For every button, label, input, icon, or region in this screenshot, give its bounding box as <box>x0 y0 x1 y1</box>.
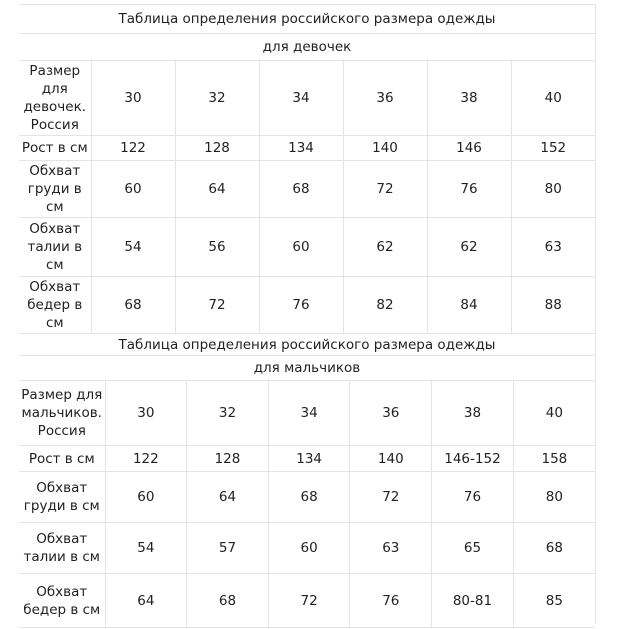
boys-cell-waist-1: 57 <box>187 523 269 574</box>
boys-row-label-height: Рост в см <box>19 446 105 472</box>
girls-cell-waist-5: 63 <box>511 218 595 277</box>
boys-cell-hips-4: 80-81 <box>432 574 514 628</box>
girls-cell-height-4: 146 <box>427 136 511 161</box>
girls-cell-chest-0: 60 <box>91 161 175 218</box>
boys-cell-hips-0: 64 <box>105 574 187 628</box>
boys-cell-chest-0: 60 <box>105 472 187 523</box>
girls-cell-waist-4: 62 <box>427 218 511 277</box>
boys-cell-size-1: 32 <box>187 381 269 446</box>
boys-cell-size-0: 30 <box>105 381 187 446</box>
girls-cell-chest-2: 68 <box>259 161 343 218</box>
girls-cell-hips-1: 72 <box>175 277 259 334</box>
boys-row-height <box>19 446 595 472</box>
girls-row-label-chest: Обхват груди в см <box>19 161 91 218</box>
boys-row-label-chest: Обхват груди в см <box>19 472 105 523</box>
girls-cell-size-3: 36 <box>343 61 427 136</box>
girls-cell-height-0: 122 <box>91 136 175 161</box>
boys-cell-size-3: 36 <box>350 381 432 446</box>
girls-row-size <box>19 61 595 136</box>
girls-cell-chest-1: 64 <box>175 161 259 218</box>
girls-cell-hips-5: 88 <box>511 277 595 334</box>
boys-cell-waist-0: 54 <box>105 523 187 574</box>
boys-row-waist <box>19 523 595 574</box>
girls-cell-size-0: 30 <box>91 61 175 136</box>
boys-cell-hips-2: 72 <box>268 574 350 628</box>
size-chart-sheet <box>19 4 595 628</box>
boys-cell-height-3: 140 <box>350 446 432 472</box>
boys-cell-waist-4: 65 <box>432 523 514 574</box>
girls-cell-chest-3: 72 <box>343 161 427 218</box>
boys-row-label-waist: Обхват талии в см <box>19 523 105 574</box>
boys-cell-hips-5: 85 <box>513 574 595 628</box>
boys-cell-chest-3: 72 <box>350 472 432 523</box>
girls-cell-height-1: 128 <box>175 136 259 161</box>
boys-table-title: Таблица определения российского размера одежды <box>19 334 595 356</box>
boys-row-label-hips: Обхват бедер в см <box>19 574 105 628</box>
girls-row-label-waist: Обхват талии в см <box>19 218 91 277</box>
girls-cell-size-2: 34 <box>259 61 343 136</box>
boys-cell-size-2: 34 <box>268 381 350 446</box>
boys-cell-chest-2: 68 <box>268 472 350 523</box>
boys-cell-size-5: 40 <box>513 381 595 446</box>
boys-cell-height-1: 128 <box>187 446 269 472</box>
girls-row-hips <box>19 277 595 334</box>
girls-cell-chest-5: 80 <box>511 161 595 218</box>
girls-row-label-hips: Обхват бедер в см <box>19 277 91 334</box>
girls-row-chest <box>19 161 595 218</box>
boys-cell-height-5: 158 <box>513 446 595 472</box>
girls-cell-waist-0: 54 <box>91 218 175 277</box>
boys-row-label-size: Размер для мальчиков. Россия <box>19 381 105 446</box>
girls-cell-waist-1: 56 <box>175 218 259 277</box>
right-edge-rule <box>595 4 596 624</box>
girls-cell-size-5: 40 <box>511 61 595 136</box>
girls-table-subtitle: для девочек <box>19 34 595 61</box>
girls-cell-size-4: 38 <box>427 61 511 136</box>
boys-cell-height-2: 134 <box>268 446 350 472</box>
girls-cell-height-2: 134 <box>259 136 343 161</box>
boys-row-hips <box>19 574 595 628</box>
girls-table-title: Таблица определения российского размера одежды <box>19 5 595 34</box>
boys-cell-chest-5: 80 <box>513 472 595 523</box>
boys-cell-chest-4: 76 <box>432 472 514 523</box>
girls-size-table <box>19 61 595 334</box>
boys-cell-waist-2: 60 <box>268 523 350 574</box>
boys-cell-height-0: 122 <box>105 446 187 472</box>
girls-cell-hips-3: 82 <box>343 277 427 334</box>
boys-size-table <box>19 381 595 628</box>
boys-cell-hips-1: 68 <box>187 574 269 628</box>
boys-cell-hips-3: 76 <box>350 574 432 628</box>
boys-table-subtitle: для мальчиков <box>19 356 595 381</box>
girls-cell-height-3: 140 <box>343 136 427 161</box>
girls-cell-hips-2: 76 <box>259 277 343 334</box>
boys-cell-waist-3: 63 <box>350 523 432 574</box>
girls-cell-chest-4: 76 <box>427 161 511 218</box>
girls-row-label-size: Размер для девочек. Россия <box>19 61 91 136</box>
girls-cell-hips-0: 68 <box>91 277 175 334</box>
girls-cell-height-5: 152 <box>511 136 595 161</box>
girls-row-waist <box>19 218 595 277</box>
girls-cell-waist-3: 62 <box>343 218 427 277</box>
girls-cell-waist-2: 60 <box>259 218 343 277</box>
boys-cell-height-4: 146-152 <box>432 446 514 472</box>
girls-cell-size-1: 32 <box>175 61 259 136</box>
boys-row-chest <box>19 472 595 523</box>
boys-row-size <box>19 381 595 446</box>
girls-row-height <box>19 136 595 161</box>
girls-row-label-height: Рост в см <box>19 136 91 161</box>
boys-cell-size-4: 38 <box>432 381 514 446</box>
boys-cell-waist-5: 68 <box>513 523 595 574</box>
girls-cell-hips-4: 84 <box>427 277 511 334</box>
boys-cell-chest-1: 64 <box>187 472 269 523</box>
